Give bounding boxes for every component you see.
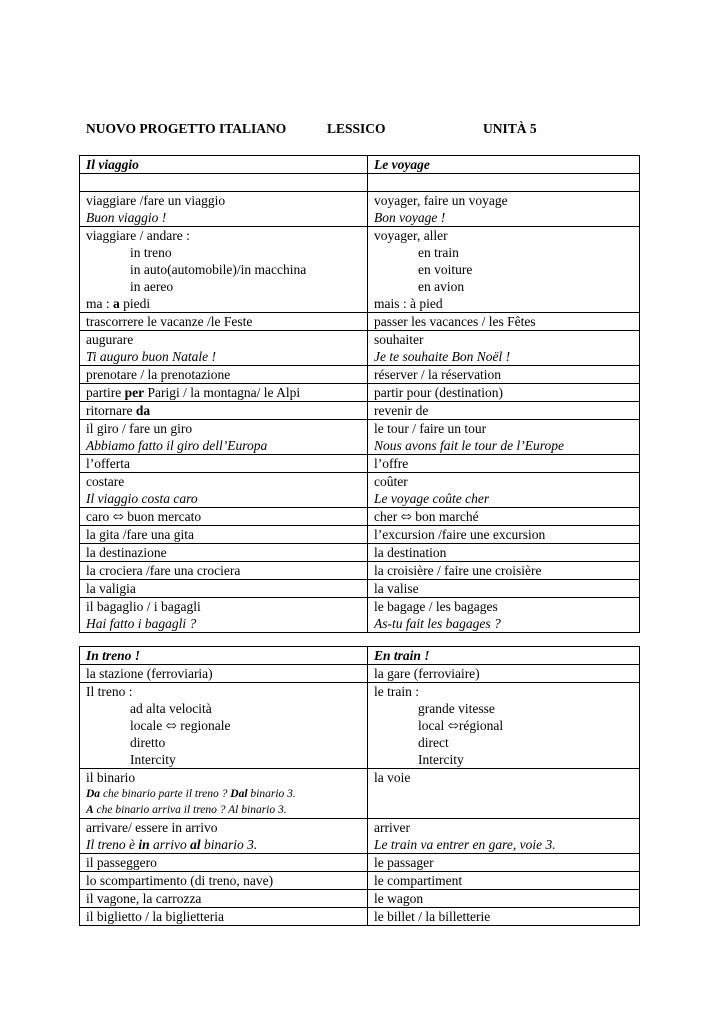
italian-term: costare [86, 474, 125, 489]
french-term: le tour / faire un tour [374, 421, 487, 436]
french-term: revenir de [368, 402, 640, 420]
french-term: grande vitesse [418, 701, 495, 716]
french-term: la destination [368, 544, 640, 562]
italian-term: ma : a piedi [86, 296, 151, 311]
table-row [80, 331, 640, 366]
french-term: Intercity [418, 752, 464, 767]
french-term: arriver [374, 820, 410, 835]
french-term: le wagon [368, 890, 640, 908]
italian-example: Hai fatto i bagagli ? [86, 616, 197, 631]
italian-term: la crociera /fare una crociera [80, 562, 368, 580]
italian-term: partire per Parigi / la montagna/ le Alpi [80, 384, 368, 402]
table-row [80, 769, 640, 819]
italian-term: Intercity [130, 752, 176, 767]
italian-term: locale ⬄ regionale [130, 718, 231, 733]
french-term: passer les vacances / les Fêtes [368, 313, 640, 331]
table-row [80, 683, 640, 769]
italian-term: lo scompartimento (di treno, nave) [80, 872, 368, 890]
french-term: local ⬄régional [418, 718, 504, 733]
italian-term: la destinazione [80, 544, 368, 562]
french-term: voyager, faire un voyage [374, 193, 508, 208]
french-term: la gare (ferroviaire) [368, 665, 640, 683]
italian-example: A che binario arriva il treno ? Al binario 3. [86, 804, 287, 816]
french-term: cher ⬄ bon marché [368, 508, 640, 526]
table-row [80, 908, 640, 926]
italian-example: Buon viaggio ! [86, 210, 167, 225]
column-header-french: Le voyage [368, 156, 640, 174]
french-term: le bagage / les bagages [374, 599, 498, 614]
italian-term: in auto(automobile)/in macchina [130, 262, 307, 277]
italian-term: arrivare/ essere in arrivo [86, 820, 218, 835]
italian-term: in treno [130, 245, 172, 260]
table-row [80, 508, 640, 526]
spacer-row [80, 174, 640, 192]
italian-example: Il treno è in arrivo al binario 3. [86, 837, 258, 852]
table-row [80, 420, 640, 455]
table-row [80, 473, 640, 508]
table-header-row [80, 156, 640, 174]
italian-term: prenotare / la prenotazione [80, 366, 368, 384]
table-row [80, 544, 640, 562]
french-example: Nous avons fait le tour de l’Europe [374, 438, 564, 453]
french-term: l’offre [368, 455, 640, 473]
italian-term: Il treno : [86, 684, 133, 699]
french-term: le passager [368, 854, 640, 872]
viaggio-table [79, 155, 640, 633]
french-term: la croisière / faire une croisière [368, 562, 640, 580]
italian-term: il biglietto / la biglietteria [80, 908, 368, 926]
table-row [80, 580, 640, 598]
french-term: le billet / la billetterie [368, 908, 640, 926]
column-header-french: En train ! [368, 647, 640, 665]
italian-example: Il viaggio costa caro [86, 491, 198, 506]
column-header-italian: Il viaggio [80, 156, 368, 174]
italian-term: ritornare da [80, 402, 368, 420]
italian-example: Ti auguro buon Natale ! [86, 349, 217, 364]
italian-example: Da che binario parte il treno ? Dal binario 3. [86, 788, 296, 800]
table-row [80, 192, 640, 227]
table-row [80, 227, 640, 313]
french-example: Le train va entrer en gare, voie 3. [374, 837, 556, 852]
italian-example: Abbiamo fatto il giro dell’Europa [86, 438, 268, 453]
table-row [80, 526, 640, 544]
italian-term: trascorrere le vacanze /le Feste [80, 313, 368, 331]
column-header-italian: In treno ! [80, 647, 368, 665]
course-title: NUOVO PROGETTO ITALIANO [86, 121, 287, 136]
table-row [80, 665, 640, 683]
french-term: en voiture [418, 262, 473, 277]
french-term: coûter [374, 474, 408, 489]
italian-term: l’offerta [80, 455, 368, 473]
table-row [80, 313, 640, 331]
italian-term: il giro / fare un giro [86, 421, 193, 436]
italian-term: viaggiare /fare un viaggio [86, 193, 226, 208]
table-header-row [80, 647, 640, 665]
table-row [80, 562, 640, 580]
french-term: en train [418, 245, 459, 260]
italian-term: augurare [86, 332, 134, 347]
french-term: en avion [418, 279, 465, 294]
french-example: Bon voyage ! [374, 210, 446, 225]
french-term: réserver / la réservation [368, 366, 640, 384]
italian-term: diretto [130, 735, 166, 750]
italian-term: il vagone, la carrozza [80, 890, 368, 908]
italian-term: il passeggero [80, 854, 368, 872]
table-row [80, 819, 640, 854]
table-row [80, 402, 640, 420]
italian-term: il binario [86, 770, 136, 785]
french-term: le compartiment [368, 872, 640, 890]
italian-term: ad alta velocità [130, 701, 212, 716]
table-row [80, 384, 640, 402]
italian-term: la valigia [80, 580, 368, 598]
treno-table [79, 646, 640, 926]
unit-title: UNITÀ 5 [483, 121, 537, 136]
french-example: Le voyage coûte cher [374, 491, 490, 506]
french-term: partir pour (destination) [368, 384, 640, 402]
french-term: mais : à pied [374, 296, 443, 311]
french-term: l’excursion /faire une excursion [368, 526, 640, 544]
french-term: direct [418, 735, 449, 750]
table-row [80, 366, 640, 384]
italian-term: il bagaglio / i bagagli [86, 599, 201, 614]
section-title: LESSICO [327, 121, 386, 136]
table-row [80, 598, 640, 633]
italian-term: viaggiare / andare : [86, 228, 190, 243]
italian-term: in aereo [130, 279, 174, 294]
table-row [80, 854, 640, 872]
french-term: la voie [368, 769, 640, 819]
french-term: souhaiter [374, 332, 424, 347]
italian-term: la stazione (ferroviaria) [80, 665, 368, 683]
french-term: la valise [368, 580, 640, 598]
french-term: voyager, aller [374, 228, 448, 243]
italian-term: la gita /fare una gita [80, 526, 368, 544]
italian-term: caro ⬄ buon mercato [80, 508, 368, 526]
french-example: Je te souhaite Bon Noël ! [374, 349, 511, 364]
table-row [80, 872, 640, 890]
table-row [80, 455, 640, 473]
table-row [80, 890, 640, 908]
french-term: le train : [374, 684, 419, 699]
french-example: As-tu fait les bagages ? [374, 616, 501, 631]
